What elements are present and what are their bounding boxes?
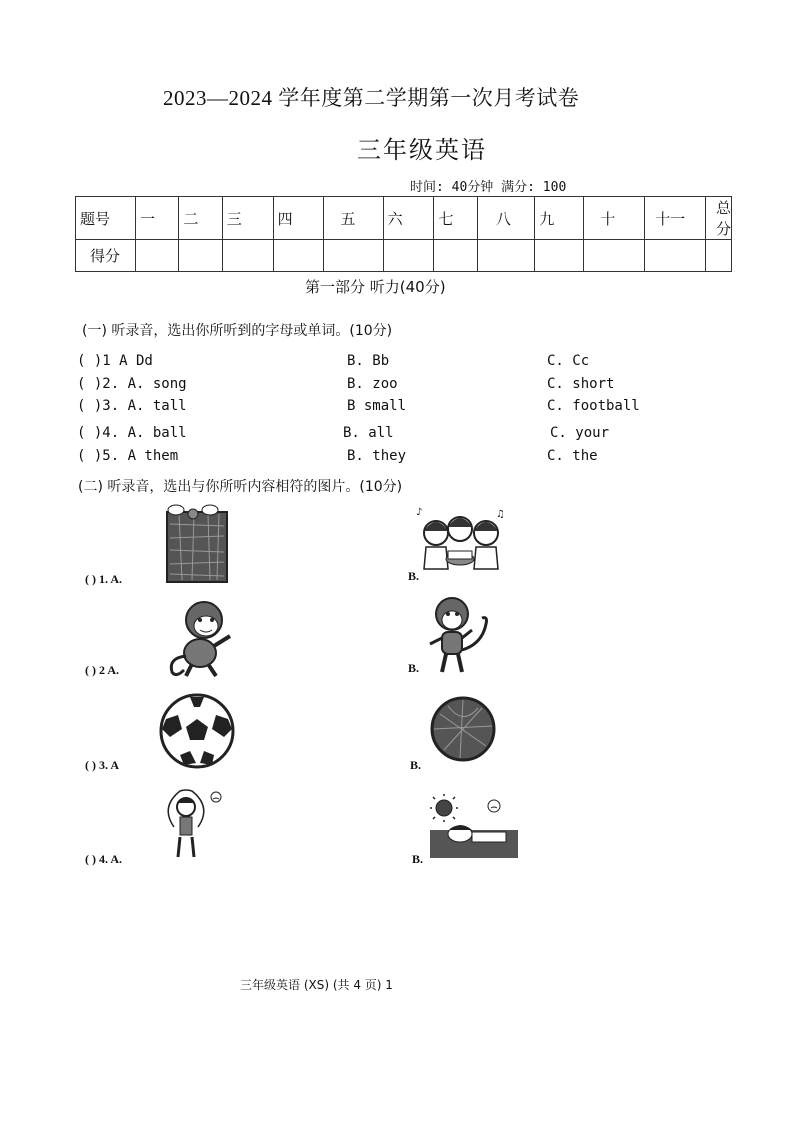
score-input-cell[interactable] xyxy=(273,240,324,272)
score-cell: 十 xyxy=(584,197,645,240)
football-icon xyxy=(158,693,236,769)
score-cell: 八 xyxy=(477,197,534,240)
child-sleeping-icon xyxy=(430,794,518,862)
question-5-b: B. they xyxy=(347,448,407,464)
exam-info: 时间: 40分钟 满分: 100 xyxy=(410,180,567,195)
score-input-cell[interactable] xyxy=(222,240,273,272)
question-5-a: ( )5. A them xyxy=(77,448,179,464)
score-input-cell[interactable] xyxy=(584,240,645,272)
exam-title: 2023—2024 学年度第二学期第一次月考试卷 xyxy=(163,86,580,110)
monkey-icon xyxy=(164,598,236,678)
question-3-a: ( )3. A. tall xyxy=(77,398,187,414)
question-3-b: B small xyxy=(347,398,407,414)
svg-text:♪: ♪ xyxy=(416,507,423,518)
wall-picture-icon xyxy=(164,504,230,584)
score-cell: 一 xyxy=(135,197,178,240)
score-cell: 七 xyxy=(434,197,477,240)
score-cell: 六 xyxy=(383,197,434,240)
section1-title: (一) 听录音，选出你所听到的字母或单词。(10分) xyxy=(82,323,393,339)
part1-heading: 第一部分 听力(40分) xyxy=(305,278,446,296)
score-cell: 九 xyxy=(535,197,584,240)
question-1-c: C. Cc xyxy=(547,353,590,369)
exam-subtitle: 三年级英语 xyxy=(357,138,487,164)
score-cell: 三 xyxy=(222,197,273,240)
score-table xyxy=(75,196,732,272)
picture-question-4-a: ( ) 4. A. xyxy=(85,852,122,866)
score-cell: 十一 xyxy=(645,197,706,240)
page-footer: 三年级英语 (XS) (共 4 页) 1 xyxy=(240,978,393,992)
score-cell: 总分 xyxy=(705,197,731,240)
score-cell: 得分 xyxy=(76,240,136,272)
score-table-header-row xyxy=(76,197,732,240)
girl-jump-rope-icon xyxy=(158,787,224,867)
score-cell: 四 xyxy=(273,197,324,240)
picture-question-4-b: B. xyxy=(412,852,424,866)
score-table-score-row xyxy=(76,240,732,272)
score-input-cell[interactable] xyxy=(645,240,706,272)
score-input-cell[interactable] xyxy=(135,240,178,272)
score-cell: 题号 xyxy=(76,197,136,240)
question-3-c: C. football xyxy=(547,398,640,414)
picture-question-1-a: ( ) 1. A. xyxy=(85,572,122,586)
question-4-b: B. all xyxy=(343,425,394,441)
question-2-b: B. zoo xyxy=(347,376,398,392)
picture-question-2-a: ( ) 2 A. xyxy=(85,663,119,677)
score-input-cell[interactable] xyxy=(383,240,434,272)
ball-icon xyxy=(430,696,496,762)
picture-question-3-b: B. xyxy=(410,758,422,772)
children-birthday-cake-icon xyxy=(414,503,506,573)
section2-title: (二) 听录音，选出与你所听内容相符的图片。(10分) xyxy=(78,479,403,495)
score-input-cell[interactable] xyxy=(179,240,222,272)
score-input-cell[interactable] xyxy=(434,240,477,272)
question-2-a: ( )2. A. song xyxy=(77,376,187,392)
monkey-walking-icon xyxy=(424,594,494,676)
score-input-cell[interactable] xyxy=(477,240,534,272)
score-input-cell[interactable] xyxy=(324,240,383,272)
picture-question-2-b: B. xyxy=(408,661,420,675)
picture-question-3-a: ( ) 3. A xyxy=(85,758,119,772)
question-5-c: C. the xyxy=(547,448,598,464)
question-1-a: ( )1 A Dd xyxy=(77,353,153,369)
question-2-c: C. short xyxy=(547,376,615,392)
svg-text:♫: ♫ xyxy=(496,509,505,520)
question-1-b: B. Bb xyxy=(347,353,390,369)
score-cell: 二 xyxy=(179,197,222,240)
question-4-a: ( )4. A. ball xyxy=(77,425,187,441)
picture-question-1-b: B. xyxy=(408,569,420,583)
score-cell: 五 xyxy=(324,197,383,240)
score-input-cell[interactable] xyxy=(535,240,584,272)
question-4-c: C. your xyxy=(550,425,610,441)
score-input-cell[interactable] xyxy=(705,240,731,272)
